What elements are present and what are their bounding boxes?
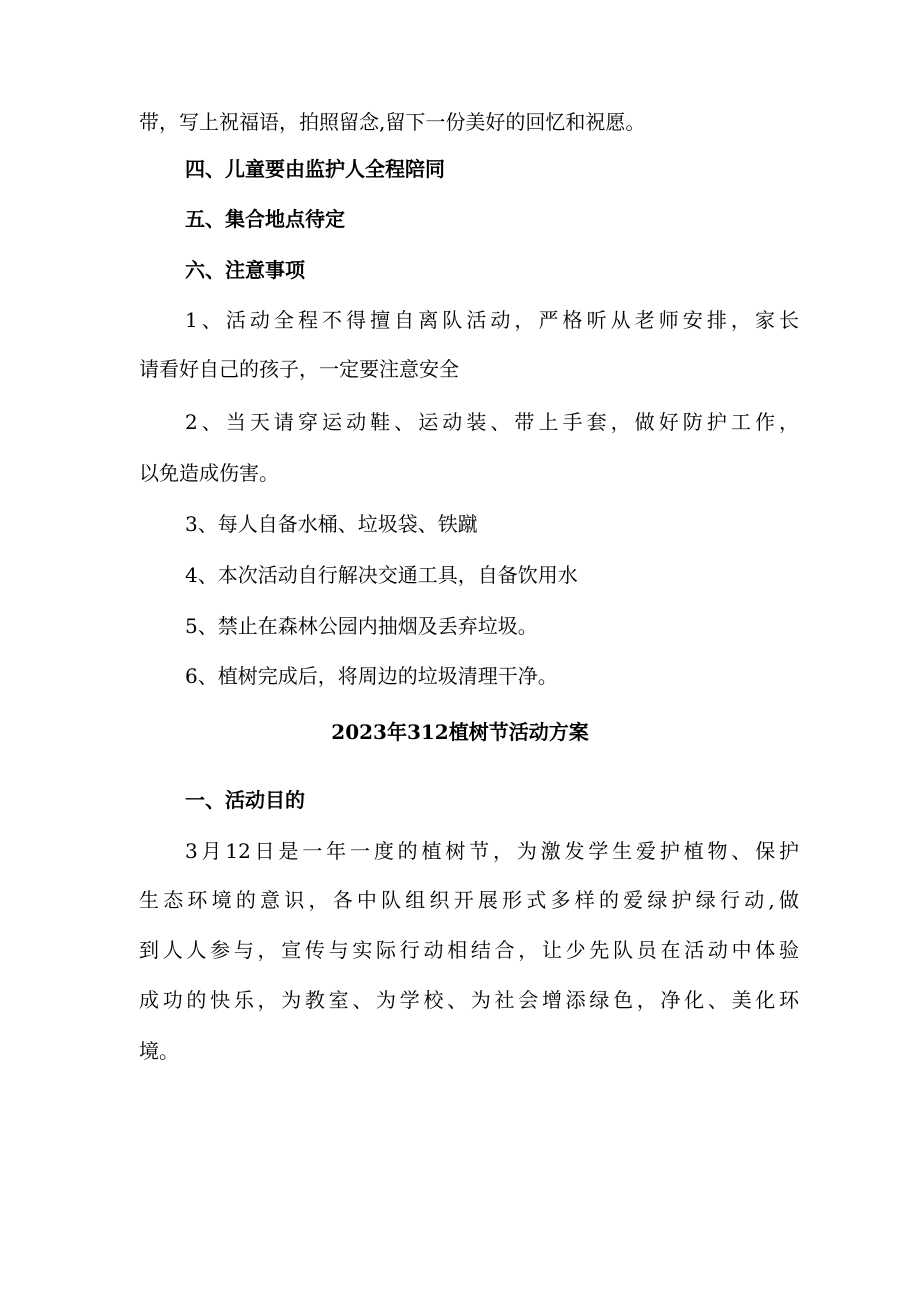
heading-meeting-place: 五、集合地点待定 (185, 207, 345, 231)
note-item-5: 5、禁止在森林公园内抽烟及丢弃垃圾。 (185, 614, 538, 638)
purpose-line-5: 境。 (139, 1039, 179, 1063)
purpose-line-1: 3月12日是一年一度的植树节，为激发学生爱护植物、保护 (185, 839, 799, 863)
note-item-2-line-1: 2、当天请穿运动鞋、运动装、带上手套，做好防护工作， (185, 410, 799, 434)
document-title: 2023年312植树节活动方案 (331, 720, 589, 744)
paragraph-continuation: 带，写上祝福语，拍照留念,留下一份美好的回忆和祝愿。 (139, 110, 646, 134)
note-item-4: 4、本次活动自行解决交通工具，自备饮用水 (185, 563, 578, 587)
heading-notes: 六、注意事项 (185, 258, 305, 282)
note-item-3: 3、每人自备水桶、垃圾袋、铁蹴 (185, 512, 478, 536)
heading-guardian: 四、儿童要由监护人全程陪同 (185, 157, 445, 181)
note-item-2-line-2: 以免造成伤害。 (139, 461, 279, 485)
note-item-6: 6、植树完成后，将周边的垃圾清理干净。 (185, 664, 558, 688)
note-item-1-line-2: 请看好自己的孩子，一定要注意安全 (139, 357, 459, 381)
purpose-line-4: 成功的快乐，为教室、为学校、为社会增添绿色，净化、美化环 (139, 988, 799, 1012)
purpose-line-3: 到人人参与，宣传与实际行动相结合，让少先队员在活动中体验 (139, 938, 799, 962)
purpose-line-2: 生态环境的意识，各中队组织开展形式多样的爱绿护绿行动,做 (139, 888, 799, 912)
heading-activity-purpose: 一、活动目的 (185, 788, 305, 812)
note-item-1-line-1: 1、活动全程不得擅自离队活动，严格听从老师安排，家长 (185, 308, 799, 332)
